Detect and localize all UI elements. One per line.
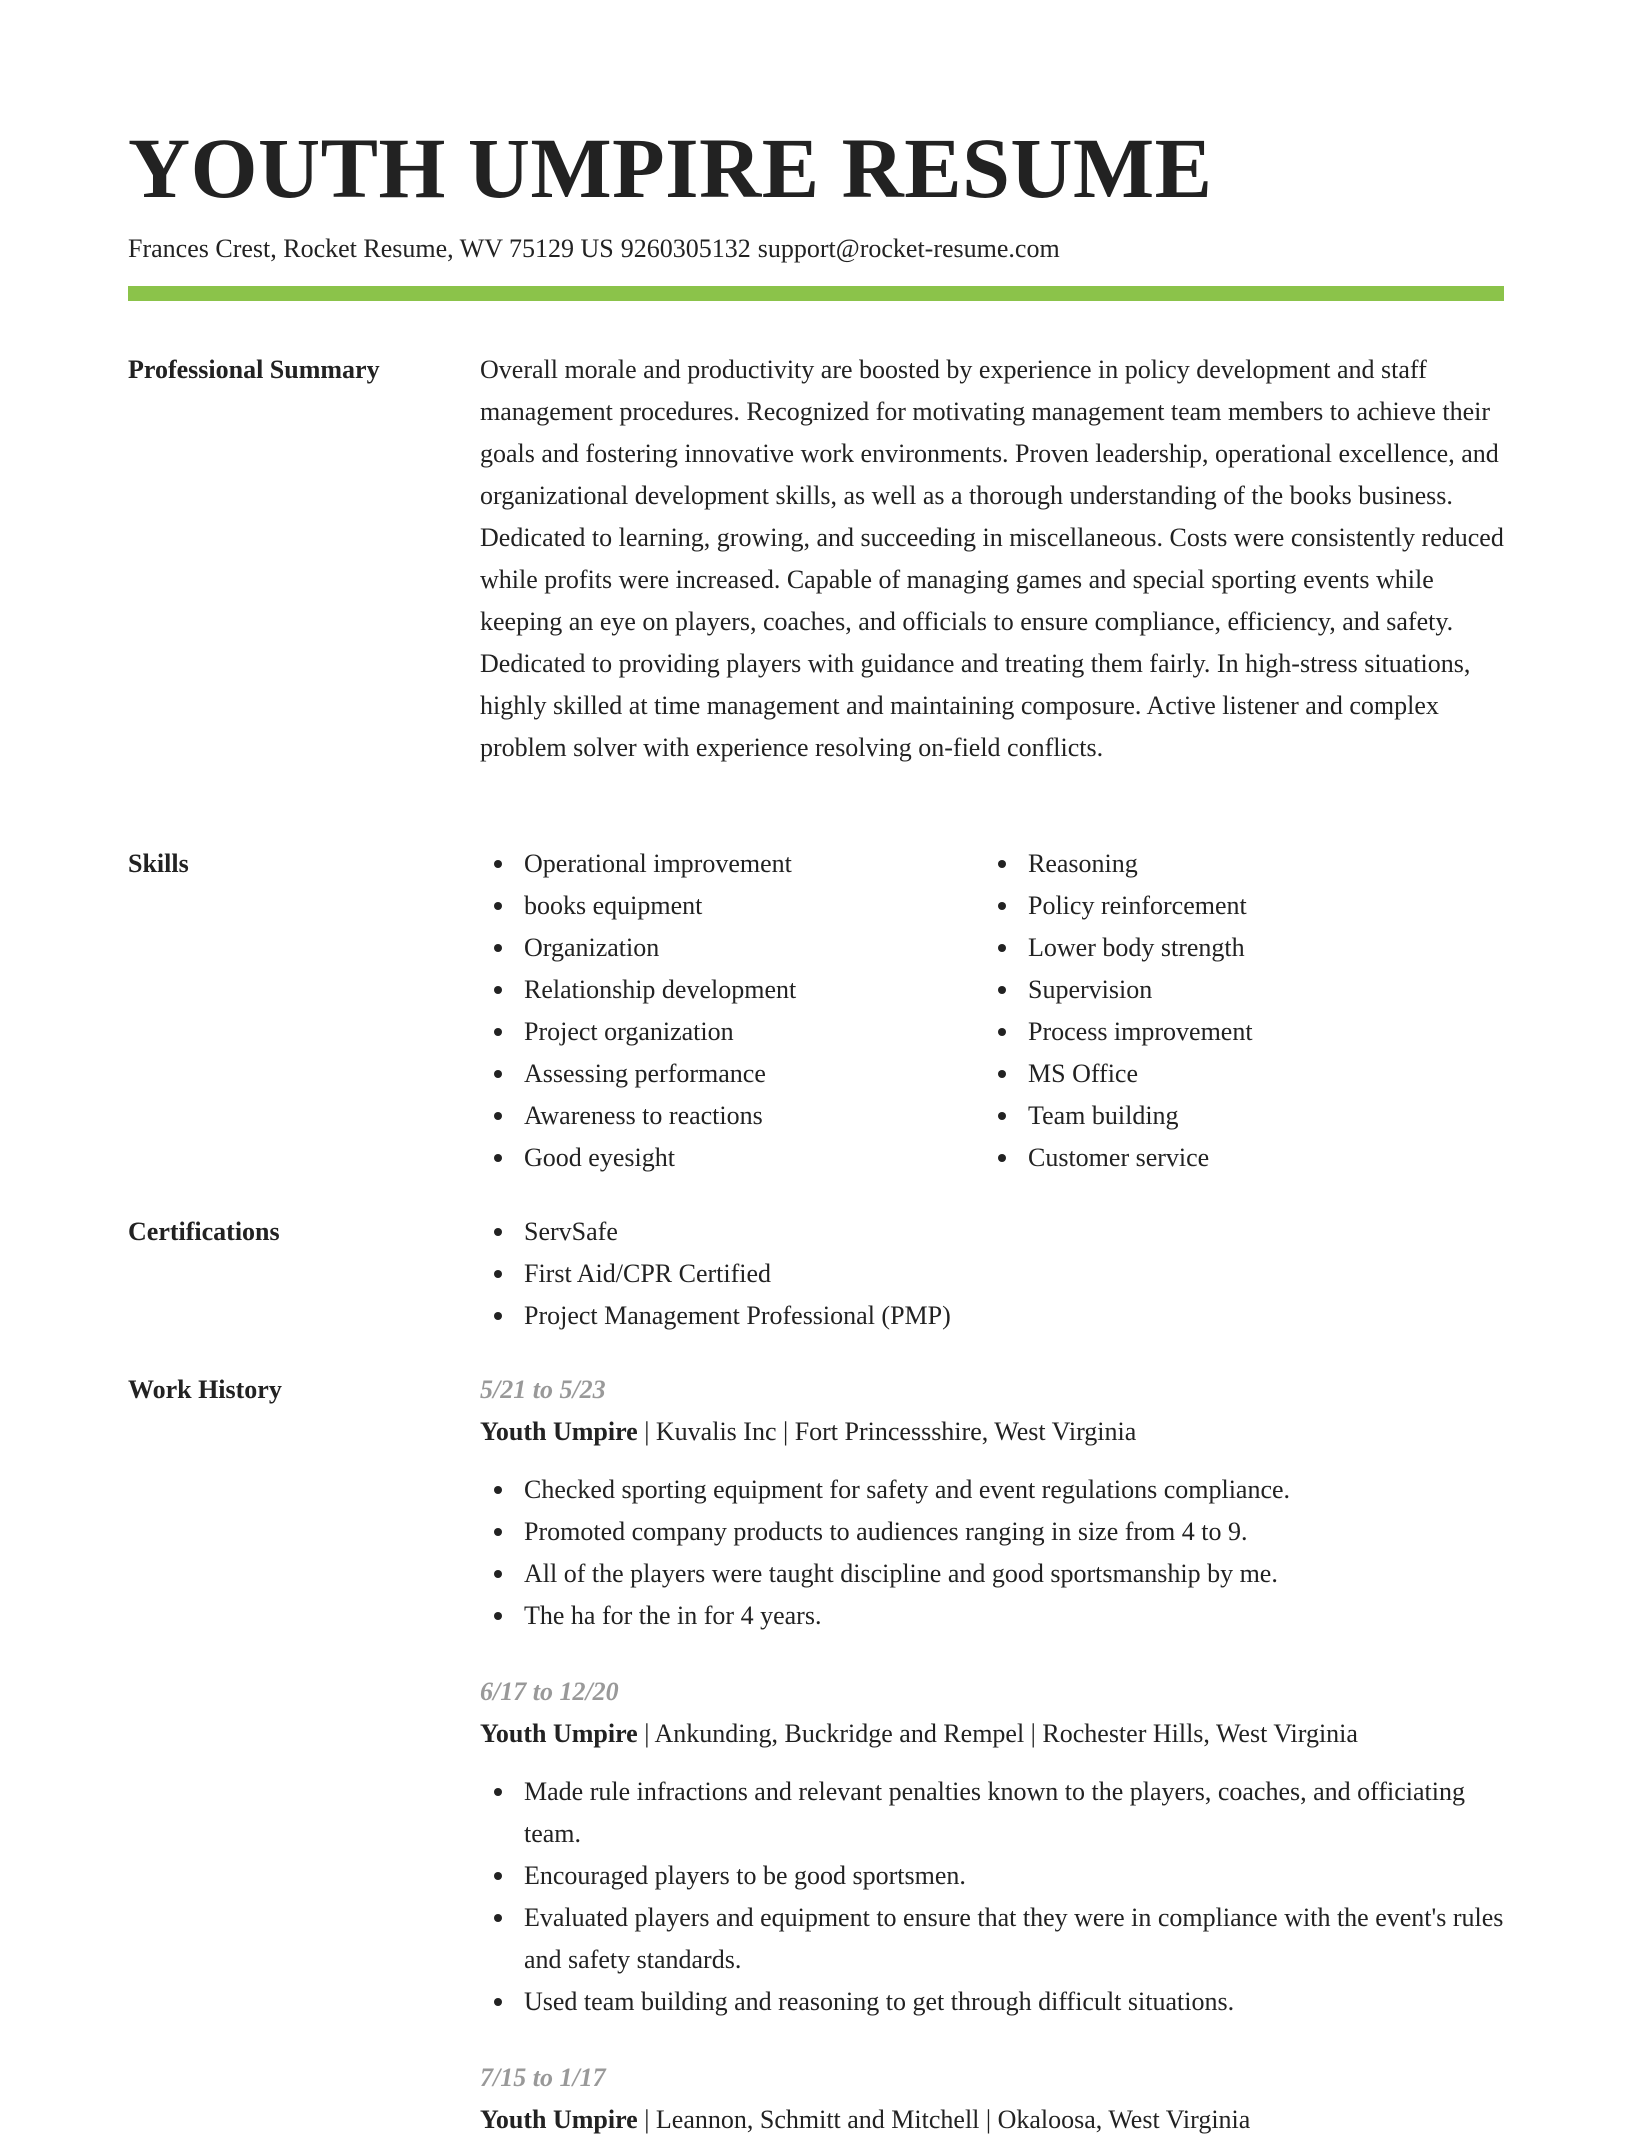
job-title: Youth Umpire (480, 1417, 638, 1446)
list-item: Encouraged players to be good sportsmen. (480, 1855, 1504, 1897)
contact-phone: 9260305132 (620, 234, 751, 263)
job-date: 5/21 to 5/23 (480, 1375, 606, 1404)
contact-address: Frances Crest, Rocket Resume, WV 75129 US (128, 234, 614, 263)
list-item: Assessing performance (480, 1053, 984, 1095)
list-item: MS Office (984, 1053, 1488, 1095)
list-item: Organization (480, 927, 984, 969)
skills-columns (480, 843, 1504, 1179)
list-item: Relationship development (480, 969, 984, 1011)
list-item: Team building (984, 1095, 1488, 1137)
job-bullets (480, 1469, 1504, 1637)
job-title: Youth Umpire (480, 2105, 638, 2134)
list-item: Project organization (480, 1011, 984, 1053)
list-item: Customer service (984, 1137, 1488, 1179)
contact-email: support@rocket-resume.com (757, 234, 1060, 263)
job-title: Youth Umpire (480, 1719, 638, 1748)
list-item: ServSafe (480, 1211, 1504, 1253)
list-item: Used team building and reasoning to get through difficult situations. (480, 1981, 1504, 2023)
list-item: books equipment (480, 885, 984, 927)
list-item: Lower body strength (984, 927, 1488, 969)
list-item: Project Management Professional (PMP) (480, 1295, 1504, 1337)
list-item: First Aid/CPR Certified (480, 1253, 1504, 1295)
job-entry (480, 1369, 1504, 1637)
list-item: All of the players were taught discipline and good sportsmanship by me. (480, 1553, 1504, 1595)
list-item: Process improvement (984, 1011, 1488, 1053)
list-item: Evaluated players and equipment to ensure that they were in compliance with the event's rules and safety standards. (480, 1897, 1504, 1981)
job-details: | Ankunding, Buckridge and Rempel | Rochester Hills, West Virginia (637, 1719, 1358, 1748)
job-bullets (480, 1771, 1504, 2023)
job-entry (480, 2057, 1504, 2141)
certifications-heading: Certifications (128, 1217, 280, 1246)
list-item: Operational improvement (480, 843, 984, 885)
work-history-heading: Work History (128, 1375, 282, 1404)
job-details: | Leannon, Schmitt and Mitchell | Okaloosa, West Virginia (637, 2105, 1251, 2134)
job-heading (480, 1713, 1504, 1755)
list-item: Checked sporting equipment for safety and event regulations compliance. (480, 1469, 1504, 1511)
job-date: 7/15 to 1/17 (480, 2063, 606, 2092)
work-history-entries (480, 1369, 1504, 2141)
list-item: Reasoning (984, 843, 1488, 885)
summary-text: Overall morale and productivity are boosted by experience in policy development and staff management procedures. Recognized for motivating management team members to achieve their goals and fostering innovative work environments. Proven leadership, operational excellence, and organizational development skills, as well as a thorough understanding of the books business. Dedicated to learning, growing, and succeeding in miscellaneous. Costs were consistently reduced while profits were increased. Capable of managing games and special sporting events while keeping an eye on players, coaches, and officials to ensure compliance, efficiency, and safety. Dedicated to providing players with guidance and treating them fairly. In high-stress situations, highly skilled at time management and maintaining composure. Active listener and complex problem solver with experience resolving on-field conflicts. (480, 355, 1504, 762)
job-heading (480, 2099, 1504, 2141)
skills-list-left (480, 843, 984, 1179)
list-item: The ha for the in for 4 years. (480, 1595, 1504, 1637)
skills-list-right (984, 843, 1488, 1179)
contact-line (128, 232, 1060, 266)
job-entry (480, 1671, 1504, 2023)
job-details: | Kuvalis Inc | Fort Princessshire, West Virginia (637, 1417, 1137, 1446)
resume-title: YOUTH UMPIRE RESUME (128, 120, 1213, 216)
list-item: Awareness to reactions (480, 1095, 984, 1137)
certifications-list (480, 1211, 1504, 1337)
accent-divider (128, 286, 1504, 301)
summary-heading: Professional Summary (128, 355, 380, 384)
list-item: Good eyesight (480, 1137, 984, 1179)
skills-heading: Skills (128, 849, 189, 878)
job-heading (480, 1411, 1504, 1453)
list-item: Supervision (984, 969, 1488, 1011)
list-item: Made rule infractions and relevant penalties known to the players, coaches, and officiating team. (480, 1771, 1504, 1855)
list-item: Policy reinforcement (984, 885, 1488, 927)
list-item: Promoted company products to audiences ranging in size from 4 to 9. (480, 1511, 1504, 1553)
job-date: 6/17 to 12/20 (480, 1677, 619, 1706)
